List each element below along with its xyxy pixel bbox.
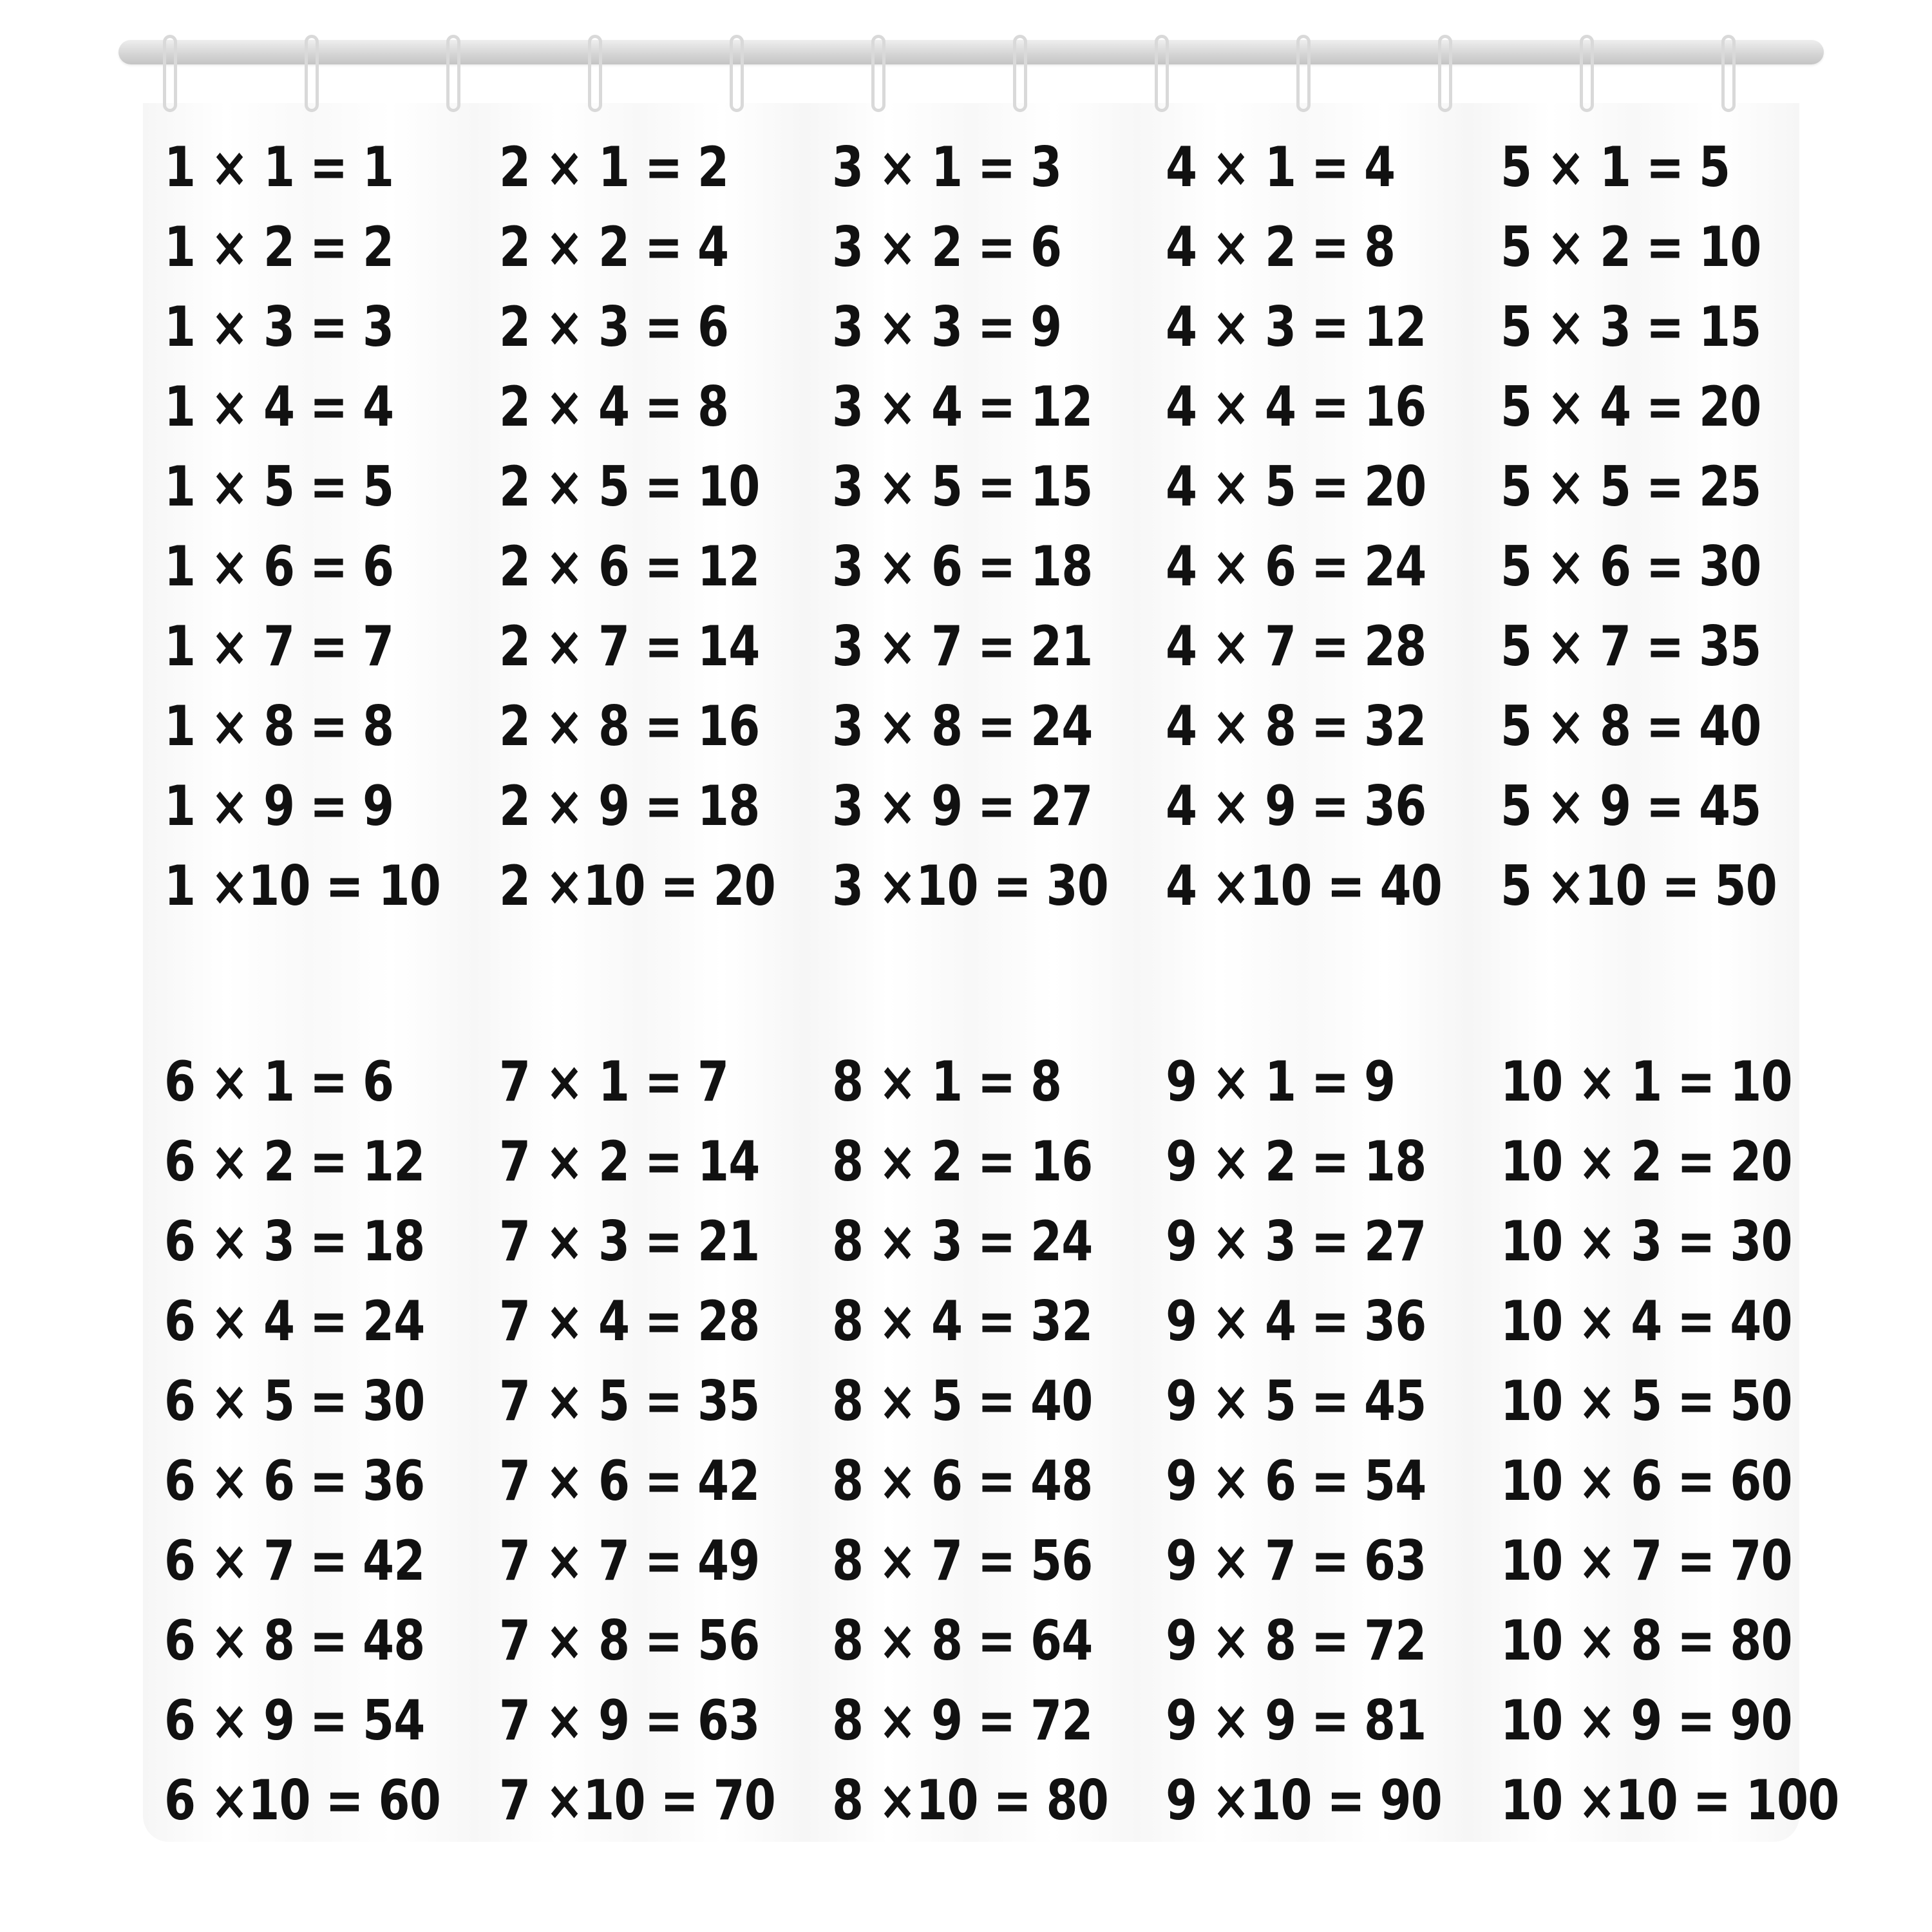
equation-line: 8 × 8 = 64: [832, 1609, 1093, 1673]
equation-line: 6 × 4 = 24: [164, 1289, 425, 1354]
equation-line: 7 × 4 = 28: [499, 1289, 760, 1354]
equation-line: 1 × 4 = 4: [164, 375, 394, 439]
equation-line: 3 × 2 = 6: [832, 215, 1062, 279]
equation-line: 4 × 5 = 20: [1166, 455, 1426, 519]
equation-line: 1 × 5 = 5: [164, 455, 394, 519]
equation-line: 1 ×10 = 10: [164, 854, 440, 918]
equation-line: 6 × 2 = 12: [164, 1130, 425, 1194]
equation-line: 1 × 9 = 9: [164, 774, 394, 838]
curtain-ring: [1013, 35, 1027, 112]
equation-line: 10 × 2 = 20: [1501, 1130, 1792, 1194]
equation-line: 10 ×10 = 100: [1501, 1768, 1839, 1833]
equation-line: 9 × 6 = 54: [1166, 1449, 1426, 1513]
equation-line: 7 × 5 = 35: [499, 1369, 760, 1434]
equation-line: 1 × 3 = 3: [164, 295, 394, 359]
equation-line: 6 × 7 = 42: [164, 1529, 425, 1593]
equation-line: 6 × 9 = 54: [164, 1689, 425, 1753]
equation-line: 9 × 7 = 63: [1166, 1529, 1426, 1593]
equation-line: 3 × 7 = 21: [832, 614, 1093, 679]
equation-line: 10 × 4 = 40: [1501, 1289, 1792, 1354]
equation-line: 5 × 2 = 10: [1501, 215, 1761, 279]
equation-line: 3 ×10 = 30: [832, 854, 1108, 918]
curtain-ring: [1296, 35, 1311, 112]
equation-line: 1 × 2 = 2: [164, 215, 394, 279]
equation-line: 5 ×10 = 50: [1501, 854, 1777, 918]
equation-line: 3 × 9 = 27: [832, 774, 1093, 838]
equation-line: 9 × 2 = 18: [1166, 1130, 1426, 1194]
equation-line: 8 × 5 = 40: [832, 1369, 1093, 1434]
curtain-ring: [1721, 35, 1736, 112]
equation-line: 8 × 6 = 48: [832, 1449, 1093, 1513]
curtain-ring: [305, 35, 319, 112]
equation-line: 9 × 1 = 9: [1166, 1050, 1396, 1114]
equation-line: 6 × 8 = 48: [164, 1609, 425, 1673]
equation-line: 9 × 5 = 45: [1166, 1369, 1426, 1434]
equation-line: 7 × 6 = 42: [499, 1449, 760, 1513]
curtain-ring: [1580, 35, 1594, 112]
curtain-ring: [588, 35, 602, 112]
equation-line: 4 × 1 = 4: [1166, 135, 1396, 200]
equation-line: 3 × 6 = 18: [832, 535, 1093, 599]
equation-line: 5 × 1 = 5: [1501, 135, 1730, 200]
equation-line: 1 × 6 = 6: [164, 535, 394, 599]
equation-line: 7 × 2 = 14: [499, 1130, 760, 1194]
equation-line: 9 × 9 = 81: [1166, 1689, 1426, 1753]
equation-line: 4 × 4 = 16: [1166, 375, 1426, 439]
equation-line: 3 × 1 = 3: [832, 135, 1062, 200]
equation-line: 2 ×10 = 20: [499, 854, 775, 918]
equation-line: 10 × 9 = 90: [1501, 1689, 1792, 1753]
equation-line: 10 × 7 = 70: [1501, 1529, 1792, 1593]
equation-line: 1 × 7 = 7: [164, 614, 394, 679]
table-9: [1166, 1042, 1502, 1841]
equation-line: 2 × 6 = 12: [499, 535, 760, 599]
table-4: [1166, 128, 1502, 926]
equation-line: 10 × 6 = 60: [1501, 1449, 1792, 1513]
equation-line: 8 × 7 = 56: [832, 1529, 1093, 1593]
equation-line: 8 × 2 = 16: [832, 1130, 1093, 1194]
equation-line: 2 × 5 = 10: [499, 455, 760, 519]
equation-line: 6 × 6 = 36: [164, 1449, 425, 1513]
equation-line: 9 ×10 = 90: [1166, 1768, 1442, 1833]
equation-line: 6 × 1 = 6: [164, 1050, 394, 1114]
equation-line: 10 × 3 = 30: [1501, 1209, 1792, 1274]
equation-line: 4 × 2 = 8: [1166, 215, 1396, 279]
equation-line: 10 × 1 = 10: [1501, 1050, 1792, 1114]
table-2: [499, 128, 836, 926]
equation-line: 2 × 3 = 6: [499, 295, 729, 359]
equation-line: 4 × 3 = 12: [1166, 295, 1426, 359]
equation-line: 2 × 7 = 14: [499, 614, 760, 679]
equation-line: 5 × 4 = 20: [1501, 375, 1761, 439]
table-10: [1501, 1042, 1913, 1841]
equation-line: 4 × 7 = 28: [1166, 614, 1426, 679]
equation-line: 7 × 9 = 63: [499, 1689, 760, 1753]
equation-line: 6 ×10 = 60: [164, 1768, 440, 1833]
curtain-rod: [118, 40, 1824, 64]
equation-line: 7 × 3 = 21: [499, 1209, 760, 1274]
equation-line: 10 × 8 = 80: [1501, 1609, 1792, 1673]
equation-line: 9 × 4 = 36: [1166, 1289, 1426, 1354]
equation-line: 5 × 7 = 35: [1501, 614, 1761, 679]
equation-line: 5 × 8 = 40: [1501, 694, 1761, 759]
curtain-ring: [871, 35, 886, 112]
equation-line: 9 × 3 = 27: [1166, 1209, 1426, 1274]
curtain-ring: [446, 35, 460, 112]
table-5: [1501, 128, 1837, 926]
equation-line: 7 ×10 = 70: [499, 1768, 775, 1833]
table-7: [499, 1042, 836, 1841]
equation-line: 2 × 2 = 4: [499, 215, 729, 279]
curtain-ring: [1155, 35, 1169, 112]
equation-line: 1 × 8 = 8: [164, 694, 394, 759]
equation-line: 2 × 1 = 2: [499, 135, 729, 200]
equation-line: 6 × 5 = 30: [164, 1369, 425, 1434]
table-8: [832, 1042, 1169, 1841]
equation-line: 8 × 9 = 72: [832, 1689, 1093, 1753]
equation-line: 7 × 1 = 7: [499, 1050, 729, 1114]
equation-line: 3 × 3 = 9: [832, 295, 1062, 359]
equation-line: 4 × 6 = 24: [1166, 535, 1426, 599]
equation-line: 4 ×10 = 40: [1166, 854, 1442, 918]
equation-line: 8 × 4 = 32: [832, 1289, 1093, 1354]
table-6: [164, 1042, 501, 1841]
equation-line: 5 × 5 = 25: [1501, 455, 1761, 519]
equation-line: 8 × 3 = 24: [832, 1209, 1093, 1274]
equation-line: 5 × 6 = 30: [1501, 535, 1761, 599]
equation-line: 1 × 1 = 1: [164, 135, 394, 200]
curtain-ring: [1438, 35, 1452, 112]
equation-line: 6 × 3 = 18: [164, 1209, 425, 1274]
equation-line: 7 × 8 = 56: [499, 1609, 760, 1673]
equation-line: 3 × 8 = 24: [832, 694, 1093, 759]
table-3: [832, 128, 1169, 926]
curtain-ring: [163, 35, 177, 112]
table-1: [164, 128, 501, 926]
equation-line: 2 × 9 = 18: [499, 774, 760, 838]
equation-line: 7 × 7 = 49: [499, 1529, 760, 1593]
equation-line: 3 × 4 = 12: [832, 375, 1093, 439]
curtain-ring: [730, 35, 744, 112]
equation-line: 2 × 8 = 16: [499, 694, 760, 759]
equation-line: 4 × 8 = 32: [1166, 694, 1426, 759]
equation-line: 4 × 9 = 36: [1166, 774, 1426, 838]
equation-line: 5 × 9 = 45: [1501, 774, 1761, 838]
equation-line: 8 ×10 = 80: [832, 1768, 1108, 1833]
equation-line: 9 × 8 = 72: [1166, 1609, 1426, 1673]
equation-line: 10 × 5 = 50: [1501, 1369, 1792, 1434]
equation-line: 3 × 5 = 15: [832, 455, 1093, 519]
equation-line: 8 × 1 = 8: [832, 1050, 1062, 1114]
equation-line: 2 × 4 = 8: [499, 375, 729, 439]
equation-line: 5 × 3 = 15: [1501, 295, 1761, 359]
